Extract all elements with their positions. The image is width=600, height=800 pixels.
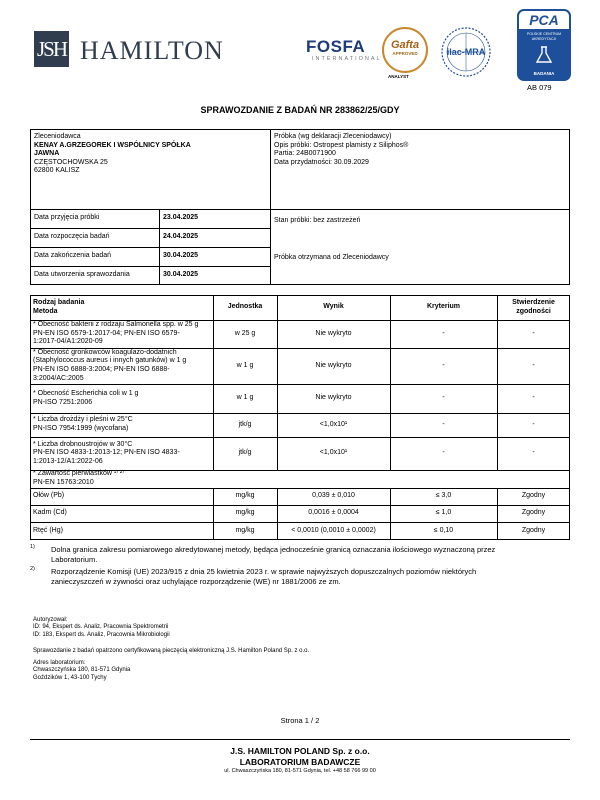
test-name: (Staphylococcus aureus i innych gatunków) w 1 g [33,357,187,365]
metals-header-row [30,470,570,488]
element-compliance: Zgodny [521,509,546,517]
test-method: PN-ISO 7251:2006 [33,398,93,406]
accreditation-number: AB 079 [527,83,552,92]
footer [0,746,600,775]
sample-expiry: Data przydatności: 30.09.2029 [274,158,369,166]
element-criterion: ≤ 1,0 [435,509,452,517]
element-unit: mg/kg [235,526,255,534]
element-name: Ołów (Pb) [33,492,65,500]
col-header-compliance: Stwierdzenie [512,298,555,306]
test-result: Nie wykryto [315,361,352,369]
client-street: CZĘSTOCHOWSKA 25 [34,158,108,166]
metals-test-method: PN-EN 15763:2010 [33,479,94,486]
test-method: PN-EN ISO 6579-1:2017-04; PN-EN ISO 6579- [33,329,180,337]
fosfa-subtitle: INTERNATIONAL [312,56,382,62]
lab-address-line: Goździków 1, 43-100 Tychy [33,674,107,681]
col-header-test: Rodzaj badania [33,298,85,306]
table-row [30,413,570,437]
col-header-method: Metoda [33,307,58,315]
test-method: 3:2004/AC:2005 [33,374,84,382]
test-compliance: - [532,361,535,369]
gafta-logo [382,27,428,73]
date-value: 24.04.2025 [163,233,199,240]
footer-company: J.S. HAMILTON POLAND Sp. z o.o. [230,746,370,756]
test-criterion: - [442,420,445,428]
table-row [30,488,570,505]
test-name: * Obecność Escherichia coli w 1 g [33,389,139,397]
table-row [30,348,570,384]
lab-address-label: Adres laboratorium: [33,660,86,666]
metals-test-name: * Zawartość pierwiastków ¹⁾ ²⁾ [33,470,124,478]
authorized-label: Autoryzował: [33,617,68,623]
element-result: 0,039 ± 0,010 [312,492,355,500]
date-value: 23.04.2025 [163,214,199,221]
test-method: 1:2013-12/A1:2022-06 [33,457,103,465]
footnote-text: zanieczyszczeń w żywności oraz uchylające rozporządzenie (WE) nr 1881/2006 ze zm. [51,576,341,586]
flask-icon [533,44,555,66]
test-compliance: - [532,394,535,402]
col-header-result: Wynik [323,303,344,311]
date-label: Data przyjęcia próbki [34,214,100,221]
client-block [34,133,191,176]
page-number: Strona 1 / 2 [280,716,320,725]
client-name: KENAY A.GRZEGOREK I WSPÓLNICY SPÓŁKA [34,141,191,149]
date-label: Data utworzenia sprawozdania [34,271,130,278]
footnote [30,567,570,586]
test-result: Nie wykryto [315,394,352,402]
footnote-text: Laboratorium. [51,554,98,564]
lab-address-block [33,660,130,682]
test-unit: w 1 g [236,394,254,402]
date-label: Data rozpoczęcia badań [34,233,110,240]
test-method: PN-ISO 7954:1999 (wycofana) [33,425,129,432]
lab-address-line: Chwaszczyńska 180, 81-571 Gdynia [33,667,131,674]
sample-received: Próbka otrzymana od Zleceniodawcy [274,254,389,261]
test-compliance: - [532,420,535,428]
fosfa-logo: FOSFA [306,37,366,56]
authorized-person: ID: 183, Ekspert ds. Analiz, Pracownia Mikrobiologii [33,631,170,638]
hamilton-logo-mark: JSH [34,31,69,67]
footnote-mark: 1) [30,544,35,550]
footnote-mark: 2) [30,566,35,572]
footnote-text: Rozporządzenie Komisji (UE) 2023/915 z dnia 25 kwietnia 2023 r. w sprawie najwyższych dopuszczalnych poziomów niektórych [51,567,477,576]
sample-state: Stan próbki: bez zastrzeżeń [274,217,361,224]
table-row [30,522,570,540]
test-result: <1,0x10¹ [319,449,348,457]
col-header-compliance-line2: zgodności [516,307,551,315]
element-compliance: Zgodny [521,526,546,534]
pca-badania: BADANIA [533,71,555,76]
footnote [30,545,570,564]
element-compliance: Zgodny [521,492,546,500]
element-unit: mg/kg [235,509,255,517]
element-name: Kadm (Cd) [33,509,67,517]
sample-description: Opis próbki: Ostropest plamisty z Siliphos® [274,141,409,149]
date-value: 30.04.2025 [163,252,199,259]
footer-address: ul. Chwaszczyńska 180, 81-571 Gdynia, tel. +48 58 766 99 00 [224,768,376,774]
hamilton-logo-text: HAMILTON [80,36,224,65]
sample-block [274,133,408,167]
client-label: Zleceniodawca [34,133,81,140]
gafta-analyst: ANALYST [388,74,409,79]
client-city: 62800 KALISZ [34,167,80,175]
col-header-criterion: Kryterium [426,303,461,311]
test-method: PN-EN ISO 6888-3:2004; PN-EN ISO 6888- [33,366,170,373]
element-result: < 0,0010 (0,0010 ± 0,0002) [291,526,376,534]
test-criterion: - [442,361,445,369]
date-label: Data zakończenia badań [34,252,112,259]
test-unit: jtk/g [238,420,252,428]
test-compliance: - [532,449,535,457]
table-row [30,320,570,348]
test-name: * Liczba drożdży i pleśni w 25°C [33,416,133,424]
test-unit: w 1 g [236,361,254,369]
gafta-text: Gafta [390,39,420,51]
footer-lab: LABORATORIUM BADAWCZE [239,756,361,767]
table-row [30,384,570,413]
pca-logo [517,9,571,81]
element-name: Rtęć (Hg) [33,526,63,534]
test-compliance: - [532,329,535,337]
table-row [30,437,570,470]
test-name: * Obecność gronkowców koagulazo-dodatnich [33,348,177,356]
table-header [30,295,570,320]
test-method: 1:2017-04/A1:2020-09 [33,338,103,346]
report-title: SPRAWOZDANIE Z BADAŃ NR 283862/25/GDY [200,105,400,115]
test-criterion: - [442,394,445,402]
footnote-text: Dolna granica zakresu pomiarowego akredytowanej metody, będąca jednocześnie granicą oznaczania ilościowego wyznaczoną przez [51,545,496,554]
element-criterion: ≤ 3,0 [435,492,452,500]
authorized-block [33,617,170,639]
test-unit: w 25 g [234,329,256,337]
element-criterion: ≤ 0,10 [433,526,454,534]
test-name: * Liczba drobnoustrojów w 30°C [33,440,133,448]
signature-note: Sprawozdanie z badań opatrzono certyfikowaną pieczęcią elektroniczną J.S. Hamilton Poland Sp. z o.o. [33,648,310,654]
ilac-text: ilac-MRA [446,47,486,57]
test-result: <1,0x10¹ [319,420,348,428]
sample-batch: Partia: 24B0071900 [274,150,336,158]
test-criterion: - [442,449,445,457]
sample-label: Próbka (wg deklaracji Zleceniodawcy) [274,133,392,140]
test-name: * Obecność bakterii z rodzaju Salmonella spp. w 25 g [33,321,199,329]
date-value: 30.04.2025 [163,271,199,278]
element-result: 0,0016 ± 0,0004 [308,509,359,517]
element-unit: mg/kg [235,492,255,500]
test-method: PN-EN ISO 4833-1:2013-12; PN-EN ISO 4833- [33,449,180,457]
footnotes [30,545,570,586]
pca-text: PCA [519,11,569,29]
authorized-person: ID: 94, Ekspert ds. Analiz, Pracownia Spektrometrii [33,624,169,631]
client-name-line2: JAWNA [34,150,60,158]
ilac-mra-logo [440,26,492,78]
test-criterion: - [442,329,445,337]
col-header-unit: Jednostka [227,303,263,311]
test-result: Nie wykryto [315,329,352,337]
test-unit: jtk/g [238,449,252,457]
pca-subtitle: POLSKIE CENTRUM AKREDYTACJI [526,32,562,41]
gafta-approved: APPROVED [392,51,418,56]
table-row [30,505,570,522]
